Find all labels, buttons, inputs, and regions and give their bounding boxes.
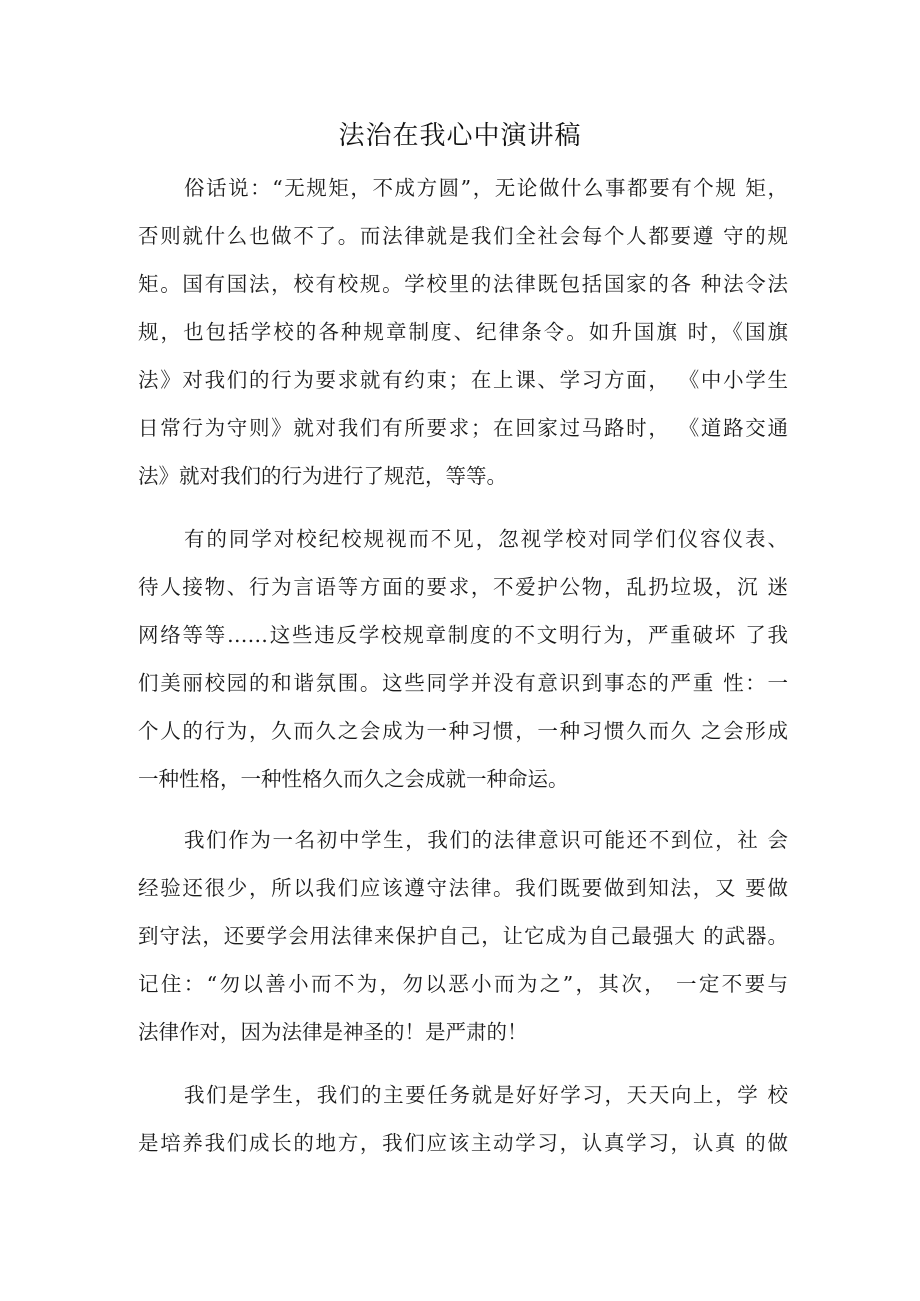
paragraph-line: 一种性格，一种性格久而久之会成就一种命运。 (138, 767, 569, 791)
paragraph-line: 网络等等……这些违反学校规章制度的不文明行为，严重破坏 了我 (138, 623, 788, 647)
document-title: 法治在我心中演讲稿 (338, 121, 582, 151)
paragraph-4 (138, 1071, 788, 1167)
paragraph-2 (138, 515, 788, 803)
paragraph-line: 们美丽校园的和谐氛围。这些同学并没有意识到事态的严重 性：一 (138, 671, 788, 695)
paragraph-line: 记住：“勿以善小而不为，勿以恶小而为之”，其次， 一定不要与 (138, 972, 788, 996)
paragraph-line: 俗话说：“无规矩，不成方圆”，无论做什么事都要有个规 矩， (184, 176, 788, 200)
paragraph-line: 待人接物、行为言语等方面的要求，不爱护公物，乱扔垃圾，沉 迷 (138, 575, 788, 599)
paragraph-line: 我们是学生，我们的主要任务就是好好学习，天天向上，学 校 (184, 1083, 788, 1107)
paragraph-line: 个人的行为，久而久之会成为一种习惯，一种习惯久而久 之会形成 (138, 719, 788, 743)
paragraph-line: 我们作为一名初中学生，我们的法律意识可能还不到位，社 会 (184, 828, 788, 852)
paragraph-line: 矩。国有国法，校有校规。学校里的法律既包括国家的各 种法令法 (138, 272, 788, 296)
paragraph-line: 规，也包括学校的各种规章制度、纪律条令。如升国旗 时，《国旗 (138, 320, 788, 344)
paragraph-line: 有的同学对校纪校规视而不见，忽视学校对同学们仪容仪表、 (184, 527, 788, 551)
paragraph-line: 否则就什么也做不了。而法律就是我们全社会每个人都要遵 守的规 (138, 224, 788, 248)
paragraph-3 (138, 816, 788, 1056)
paragraph-line: 法》就对我们的行为进行了规范，等等。 (138, 464, 507, 488)
paragraph-line: 经验还很少，所以我们应该遵守法律。我们既要做到知法，又 要做 (138, 876, 788, 900)
paragraph-line: 日常行为守则》就对我们有所要求；在回家过马路时， 《道路交通 (138, 416, 788, 440)
paragraph-line: 到守法，还要学会用法律来保护自己，让它成为自己最强大 的武器。 (138, 924, 788, 948)
paragraph-1 (138, 164, 788, 500)
paragraph-line: 法》对我们的行为要求就有约束；在上课、学习方面， 《中小学生 (138, 368, 788, 392)
paragraph-line: 是培养我们成长的地方，我们应该主动学习，认真学习，认真 的做 (138, 1131, 788, 1155)
paragraph-line: 法律作对，因为法律是神圣的！是严肃的！ (138, 1020, 528, 1044)
